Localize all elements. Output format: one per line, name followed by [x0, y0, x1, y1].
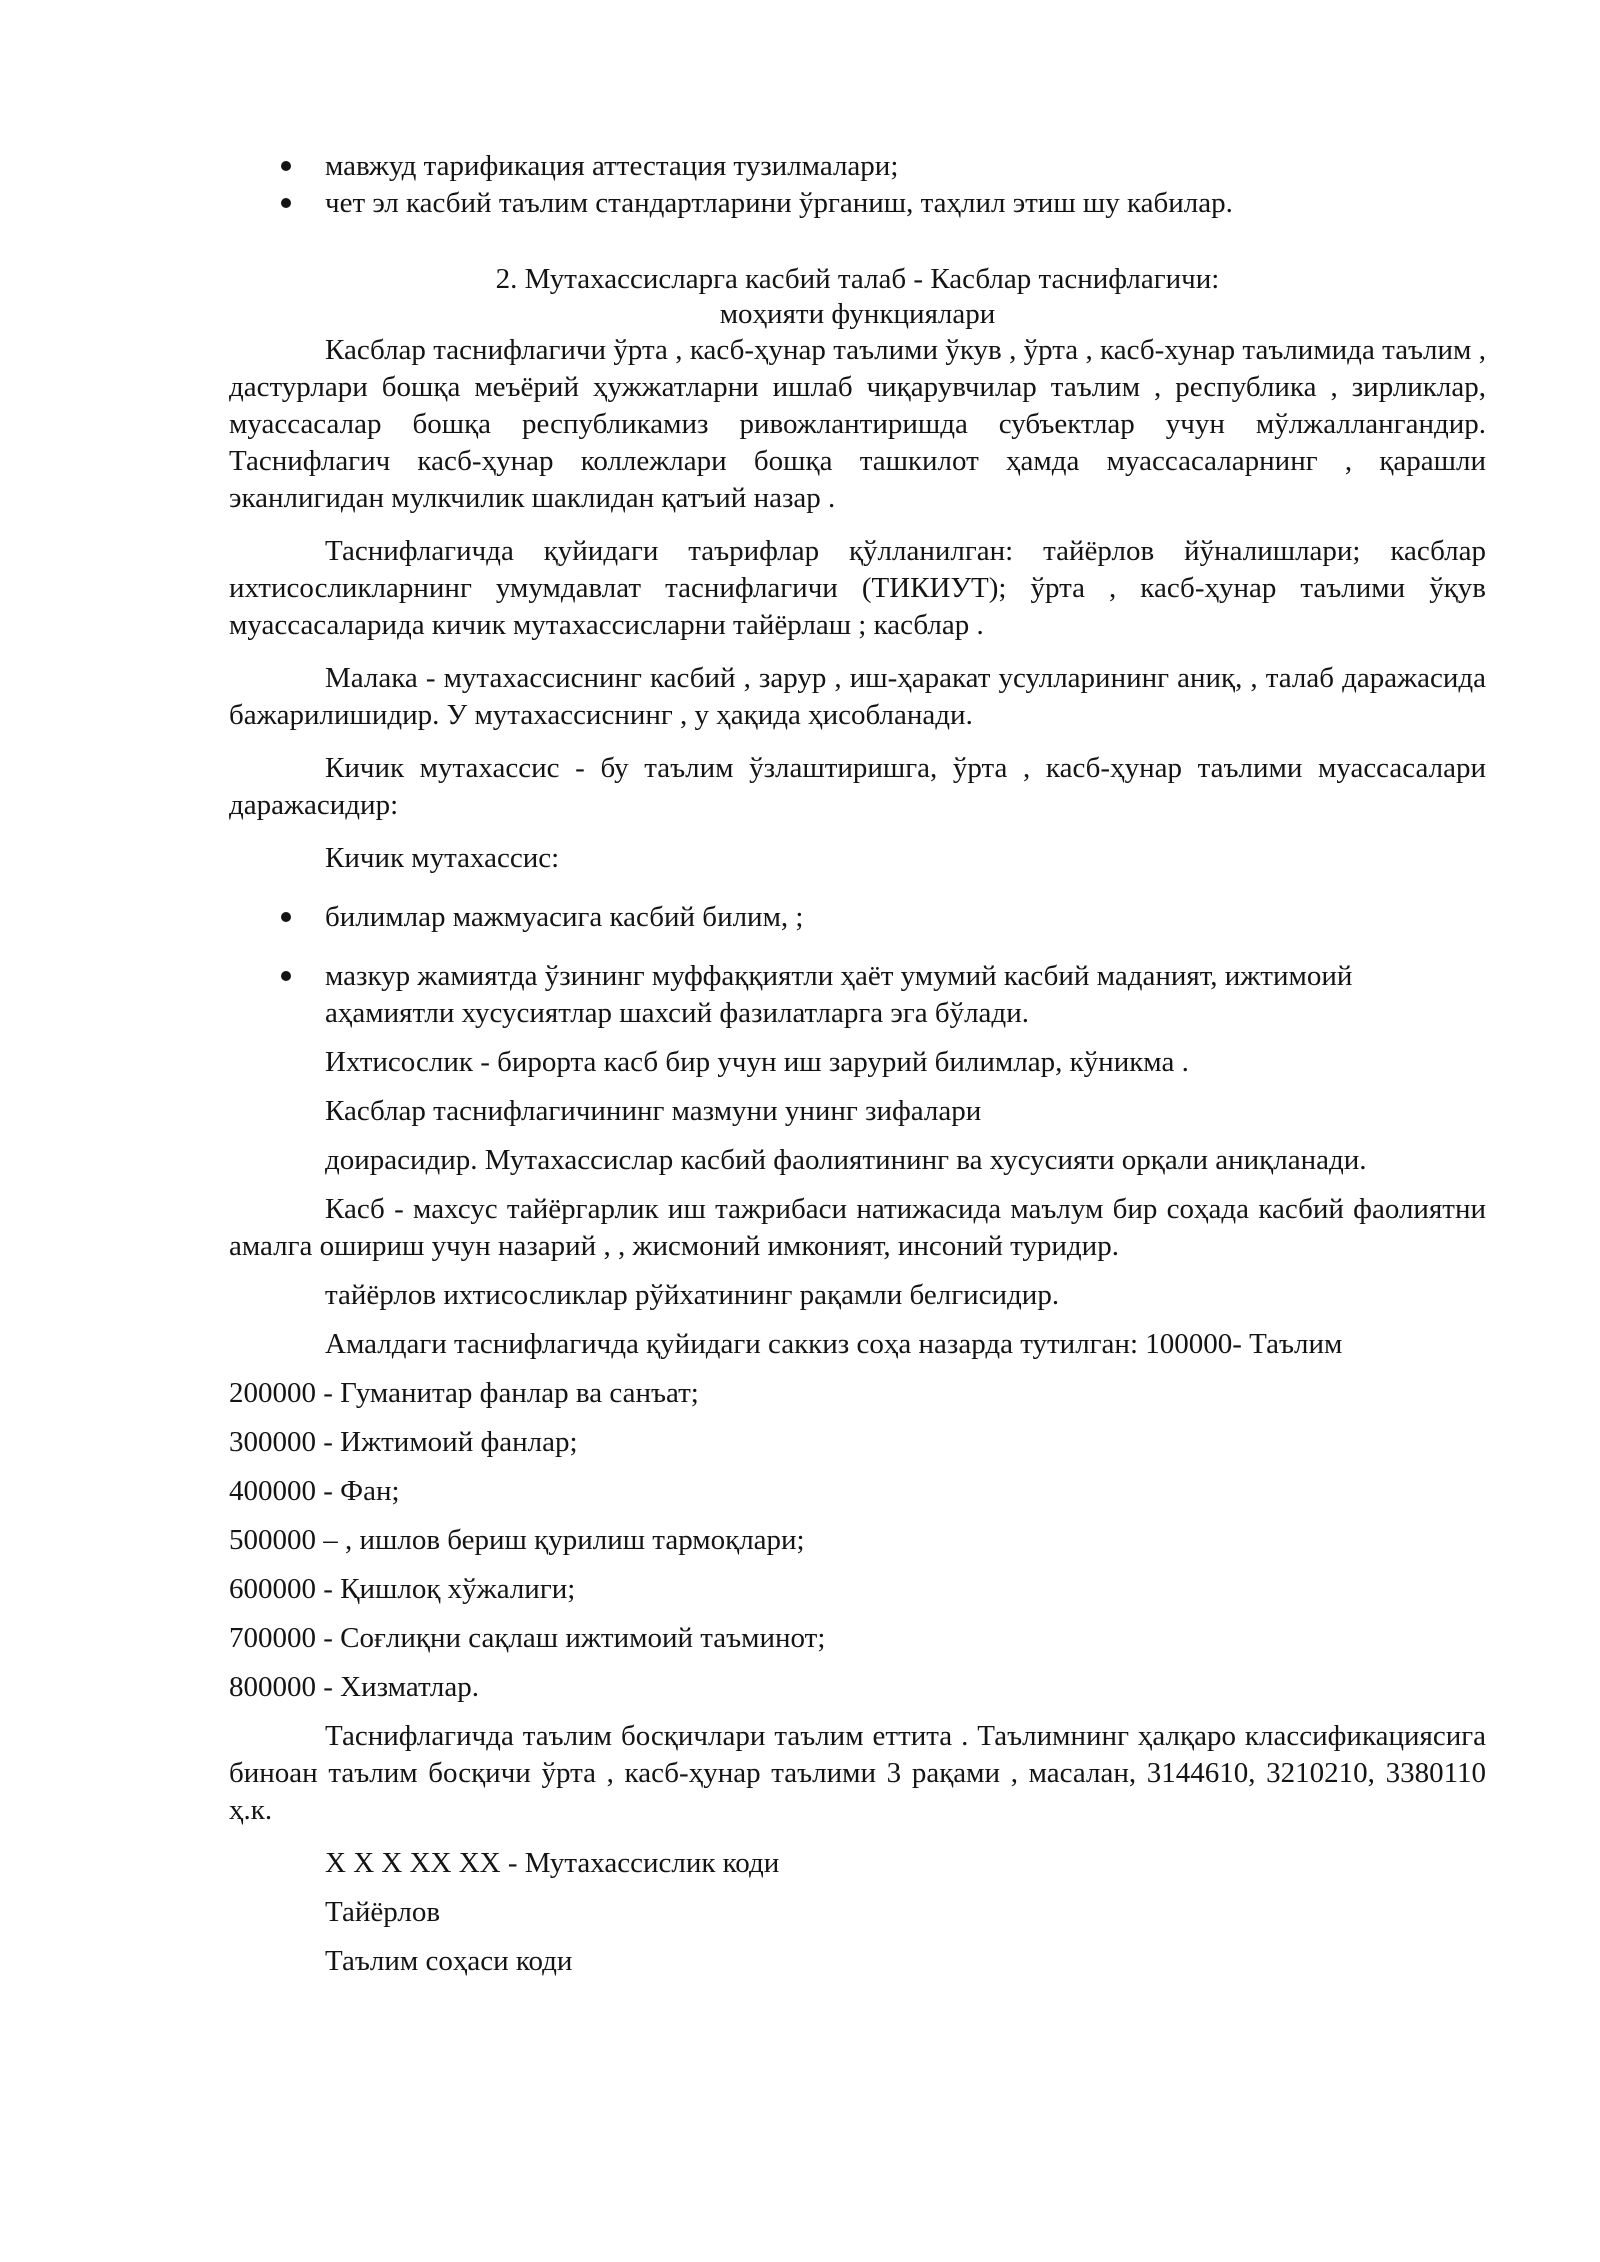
list-item: мазкур жамиятда ўзининг муффаққиятли ҳаёт умумий касбий маданият, ижтимоий аҳамиятли хусусиятлар шахсий фазилатларга эга бўлади. [229, 958, 1486, 1032]
bullet-icon [281, 198, 291, 208]
paragraph: Таълим соҳаси коди [325, 1945, 573, 1977]
list-item: мавжуд тарификация аттестация тузилмалари; [229, 148, 1486, 185]
document-body [229, 148, 1486, 1980]
paragraph: Ихтисослик - бирорта касб бир учун иш зарурий билимлар, кўникма . [325, 1046, 1189, 1078]
paragraph: Кичик мутахассис - бу таълим ўзлаштиришга, ўрта , касб-ҳунар таълими муассасалари даражасидир: [229, 752, 1486, 821]
paragraph: доирасидир. Мутахассислар касбий фаолиятининг ва хусусияти орқали аниқланади. [325, 1144, 1367, 1176]
heading-line-2: моҳияти функциялари [719, 298, 996, 330]
paragraph: Таснифлагичда қуйидаги таърифлар қўлланилган: тайёрлов йўналишлари; касблар ихтисосликларнинг умумдавлат таснифлагичи (ТИКИУТ); ўрта , касб-ҳунар таълими ўқув муассасаларида кичик мутахассисларни тайёрлаш ; касблар . [229, 535, 1486, 641]
paragraph: X X X XX XX - Мутахассислик коди [325, 1847, 780, 1879]
paragraph: Таснифлагичда таълим босқичлари таълим еттита . Таълимнинг ҳалқаро классификациясига биноан таълим босқичи ўрта , касб-ҳунар таълими 3 рақами , масалан, 3144610, 3210210, 3380110 ҳ.к. [229, 1720, 1486, 1826]
bullet-icon [281, 912, 291, 922]
list-item: чет эл касбий таълим стандартларини ўрганиш, таҳлил этиш шу кабилар. [229, 185, 1486, 222]
code-line: 500000 – , ишлов бериш қурилиш тармоқлари; [229, 1524, 805, 1556]
paragraph: Касблар таснифлагичи ўрта , касб-ҳунар таълими ўкув , ўрта , касб-хунар таълимида таълим , дастурлари бошқа меъёрий ҳужжатларни ишлаб чиқарувчилар таълим , республика , зирликлар, муассасалар бошқа республикамиз ривожлантиришда субъектлар учун мўлжаллангандир. Таснифлагич касб-ҳунар коллежлари бошқа ташкилот ҳамда муассасаларнинг , қарашли эканлигидан мулкчилик шаклидан қатъий назар . [229, 334, 1486, 514]
code-line: 700000 - Соғлиқни сақлаш ижтимоий таъминот; [229, 1622, 826, 1654]
section-heading [229, 262, 1486, 332]
heading-line-1: 2. Мутахассисларга касбий талаб - Касблар таснифлагичи: [495, 263, 1220, 295]
bullet-list-top [229, 148, 1486, 222]
paragraph: тайёрлов ихтисосликлар рўйхатининг рақамли белгисидир. [325, 1279, 1060, 1311]
code-line: 800000 - Хизматлар. [229, 1671, 479, 1703]
paragraph: Малака - мутахассиснинг касбий , зарур , иш-ҳаракат усулларининг аниқ, , талаб даражасида бажарилишидир. У мутахассиснинг , у ҳақида ҳисобланади. [229, 662, 1486, 731]
bullet-icon [281, 161, 291, 171]
bullet-icon [281, 971, 291, 981]
paragraph: Касблар таснифлагичининг мазмуни унинг зифалари [325, 1095, 982, 1127]
bullet-list-mid [229, 899, 1486, 1032]
paragraph: Тайёрлов [325, 1896, 441, 1928]
paragraph: Амалдаги таснифлагичда қуйидаги саккиз соҳа назарда тутилган: 100000- Таълим [325, 1328, 1343, 1360]
list-item: билимлар мажмуасига касбий билим, ; [229, 899, 1486, 936]
code-line: 600000 - Қишлоқ хўжалиги; [229, 1573, 576, 1605]
code-line: 400000 - Фан; [229, 1475, 400, 1507]
paragraph: Кичик мутахассис: [325, 842, 560, 874]
paragraph: Касб - махсус тайёргарлик иш тажрибаси натижасида маълум бир соҳада касбий фаолиятни амалга ошириш учун назарий , , жисмоний имконият, инсоний туридир. [229, 1193, 1486, 1262]
code-line: 200000 - Гуманитар фанлар ва санъат; [229, 1377, 699, 1409]
code-line: 300000 - Ижтимоий фанлар; [229, 1426, 578, 1458]
